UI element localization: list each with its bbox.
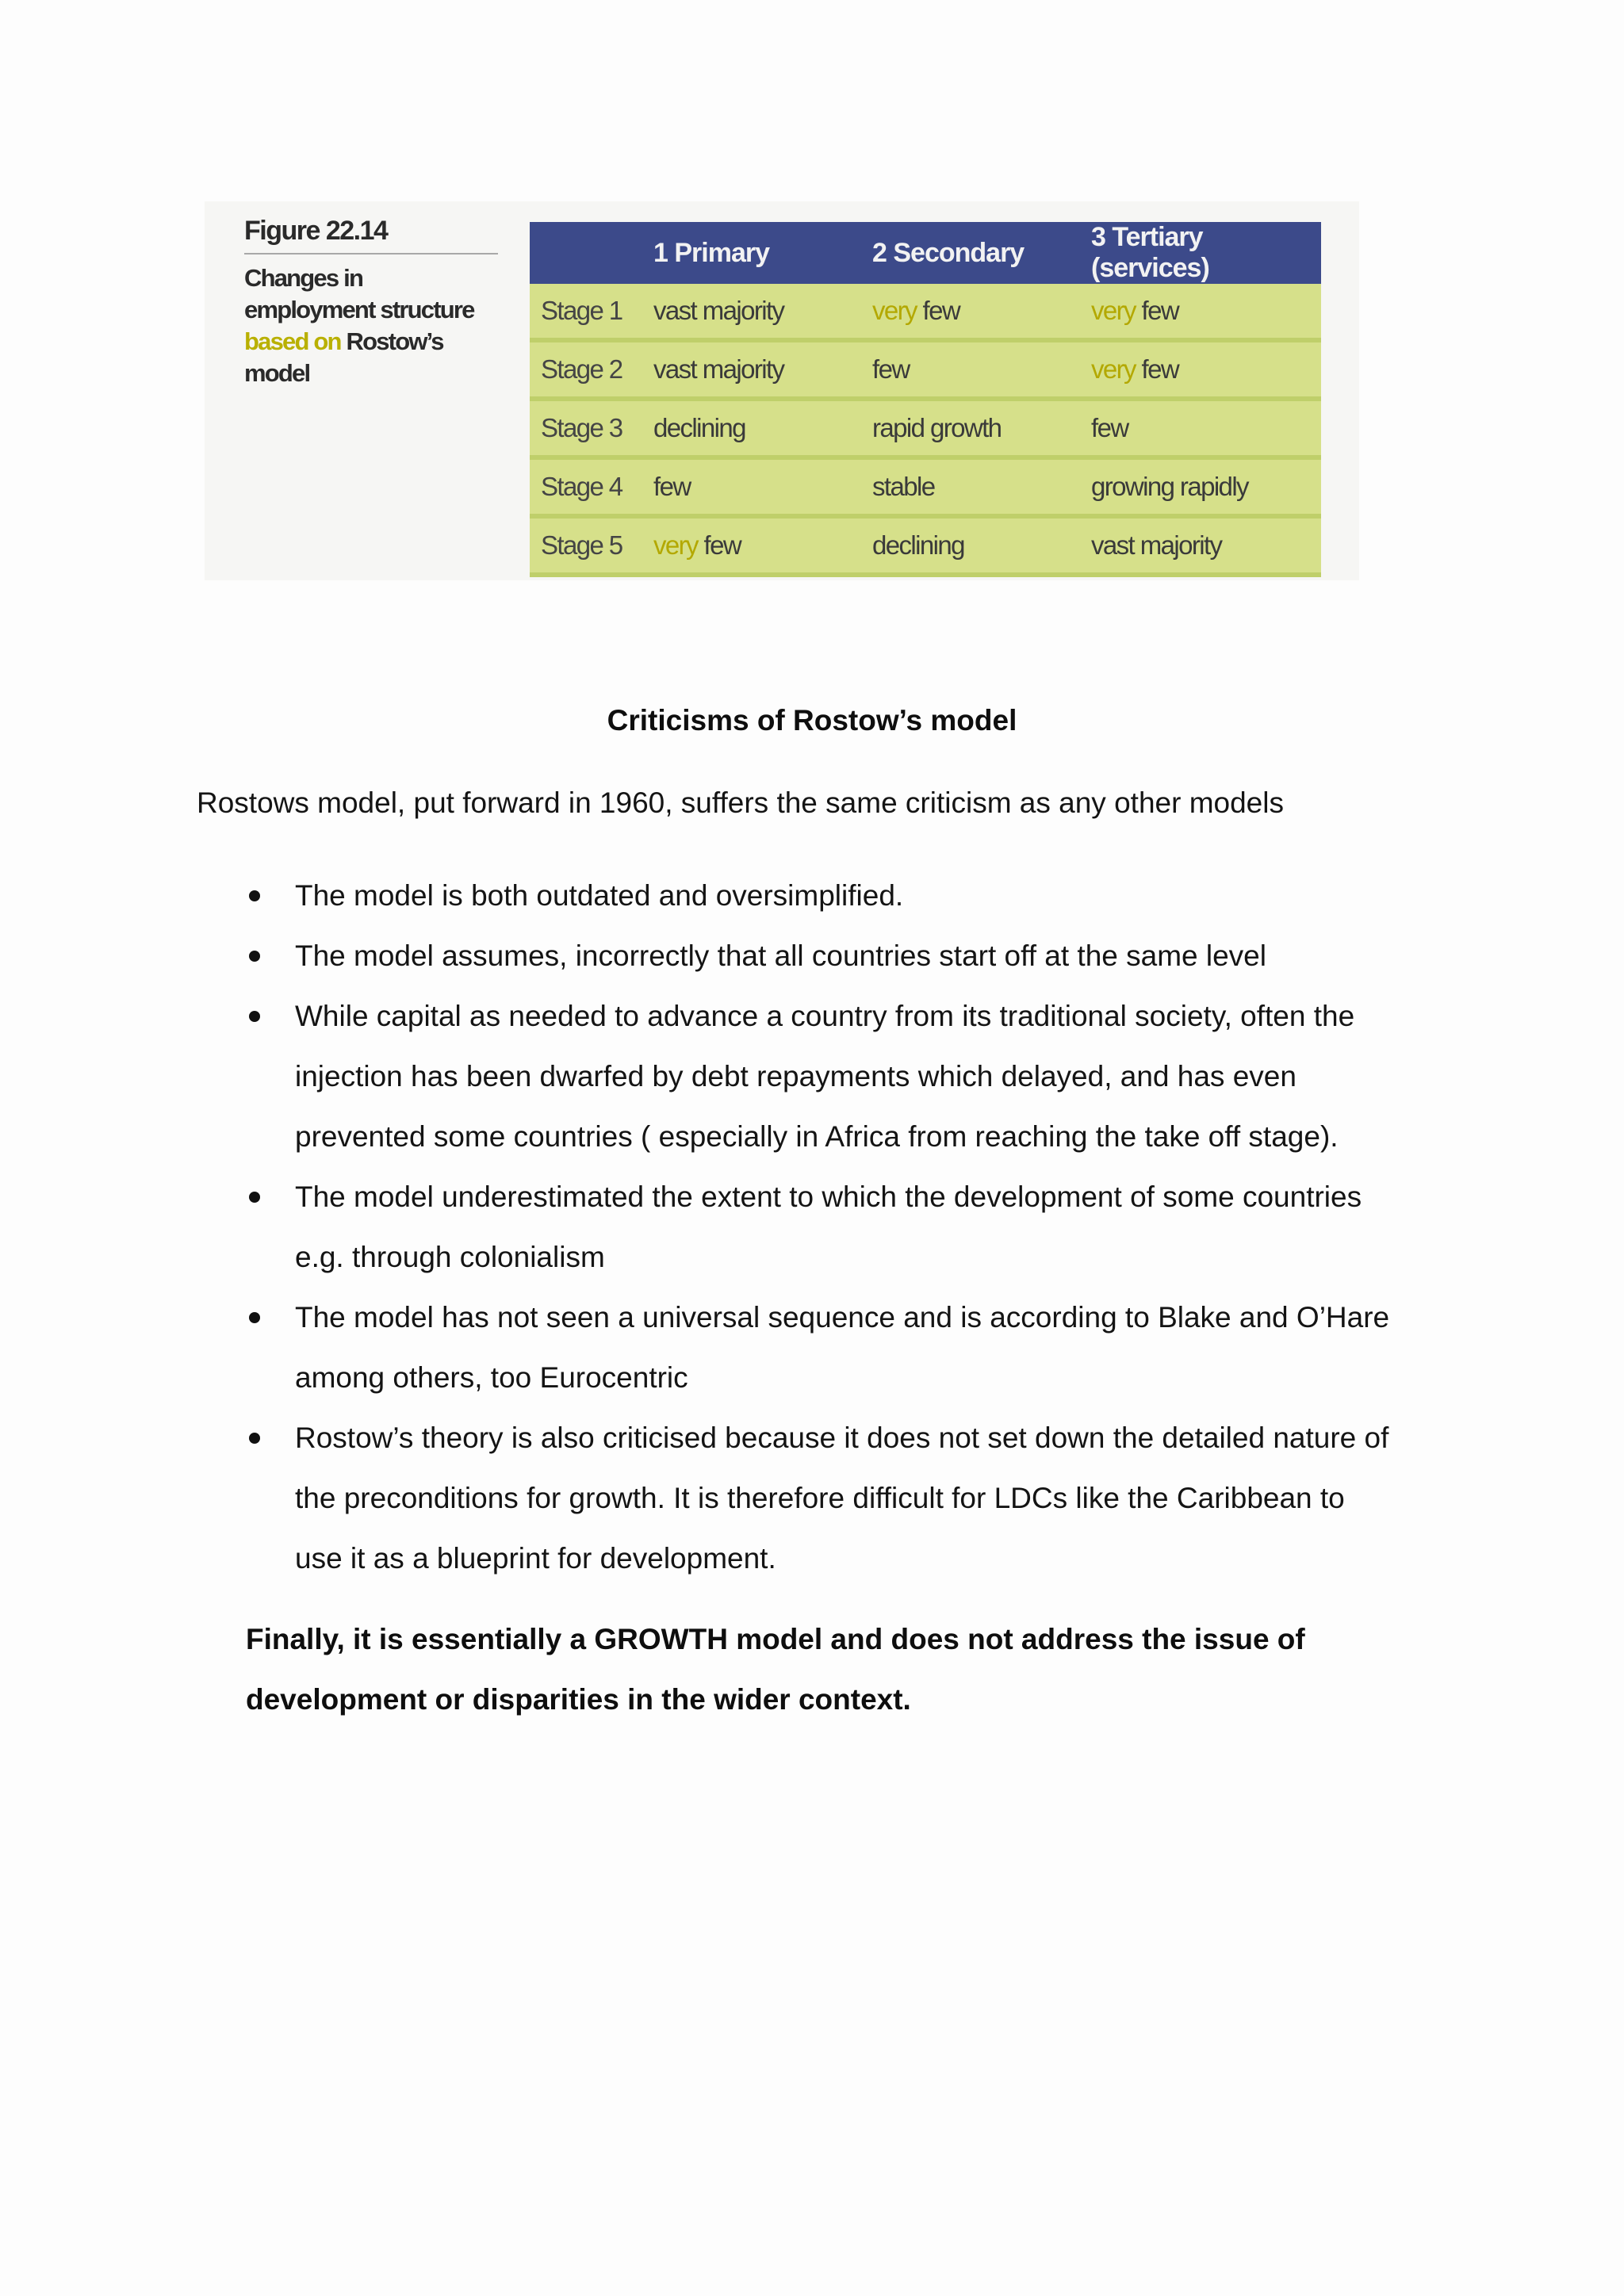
table-cell xyxy=(642,340,861,399)
bullet-icon xyxy=(249,1011,260,1022)
conclusion-line: Finally, it is essentially a GROWTH model and does not address the issue of xyxy=(246,1623,1305,1655)
bullet-line: among others, too Eurocentric xyxy=(295,1361,688,1394)
table-row xyxy=(530,516,1321,575)
stage-label: Stage 3 xyxy=(530,399,642,457)
cell-text: vast majority xyxy=(1091,530,1222,560)
bullet-line: The model is both outdated and oversimplified. xyxy=(295,879,904,912)
cell-highlight-text: very xyxy=(653,530,698,560)
conclusion-line: development or disparities in the wider context. xyxy=(246,1683,911,1716)
table-row xyxy=(530,457,1321,516)
stage-label: Stage 1 xyxy=(530,284,642,340)
caption-highlight: based on xyxy=(244,327,341,355)
stage-label: Stage 4 xyxy=(530,457,642,516)
table-cell xyxy=(861,516,1080,575)
bullet-item xyxy=(246,1288,1483,1408)
bullet-icon xyxy=(249,1433,260,1444)
table-cell xyxy=(1080,399,1321,457)
cell-text: few xyxy=(1091,413,1128,442)
bullet-line: e.g. through colonialism xyxy=(295,1241,605,1273)
table-cell xyxy=(642,399,861,457)
table-row xyxy=(530,284,1321,340)
cell-text: few xyxy=(653,472,691,501)
figure-description xyxy=(244,262,498,389)
table-cell xyxy=(861,399,1080,457)
cell-text: few xyxy=(1135,354,1179,384)
cell-highlight-text: very xyxy=(872,296,917,325)
table-header-row xyxy=(530,222,1321,284)
employment-table xyxy=(530,222,1321,577)
bullet-item xyxy=(246,866,1483,926)
table-cell xyxy=(642,457,861,516)
bullet-line: While capital as needed to advance a country from its traditional society, often the xyxy=(295,1000,1355,1032)
table-cell xyxy=(642,284,861,340)
bullet-icon xyxy=(249,890,260,901)
header-cell-primary: 1 Primary xyxy=(642,222,861,284)
figure-number: Figure 22.14 xyxy=(244,216,498,254)
bullet-line: prevented some countries ( especially in Africa from reaching the take off stage). xyxy=(295,1120,1339,1153)
table-cell xyxy=(861,284,1080,340)
table-row xyxy=(530,340,1321,399)
bullet-icon xyxy=(249,951,260,962)
cell-text: rapid growth xyxy=(872,413,1002,442)
bullet-line: The model assumes, incorrectly that all countries start off at the same level xyxy=(295,939,1266,972)
table-row xyxy=(530,399,1321,457)
bullet-line: The model has not seen a universal sequence and is according to Blake and O’Hare xyxy=(295,1301,1390,1334)
figure-caption xyxy=(244,216,498,389)
bullet-icon xyxy=(249,1192,260,1203)
table-cell xyxy=(1080,457,1321,516)
caption-text: Rostow’s model xyxy=(244,327,443,387)
header-cell-tertiary: 3 Tertiary (services) xyxy=(1080,222,1321,284)
bullet-line: Rostow’s theory is also criticised because it does not set down the detailed nature of xyxy=(295,1422,1389,1454)
cell-text: declining xyxy=(872,530,964,560)
table-cell xyxy=(861,457,1080,516)
table-cell xyxy=(861,340,1080,399)
conclusion-paragraph xyxy=(246,1609,1435,1730)
stage-label: Stage 2 xyxy=(530,340,642,399)
cell-text: stable xyxy=(872,472,935,501)
bullet-item xyxy=(246,1167,1483,1288)
cell-text: vast majority xyxy=(653,296,784,325)
table-cell xyxy=(642,516,861,575)
cell-highlight-text: very xyxy=(1091,354,1136,384)
section-heading: Criticisms of Rostow’s model xyxy=(607,704,1017,737)
cell-text: few xyxy=(1135,296,1179,325)
intro-paragraph: Rostows model, put forward in 1960, suffers the same criticism as any other models xyxy=(197,786,1284,819)
stage-label: Stage 5 xyxy=(530,516,642,575)
bullet-item xyxy=(246,1408,1483,1589)
header-cell-secondary: 2 Secondary xyxy=(861,222,1080,284)
bullet-line: use it as a blueprint for development. xyxy=(295,1542,776,1575)
figure-image xyxy=(205,201,1359,580)
cell-text: few xyxy=(697,530,741,560)
bullet-line: The model underestimated the extent to which the development of some countries xyxy=(295,1181,1362,1213)
table-cell xyxy=(1080,284,1321,340)
bullet-line: the preconditions for growth. It is therefore difficult for LDCs like the Caribbean to xyxy=(295,1482,1345,1514)
caption-text: Changes in employment structure xyxy=(244,264,474,323)
table-body xyxy=(530,284,1321,575)
header-cell-stage xyxy=(530,222,642,284)
bullet-icon xyxy=(249,1312,260,1323)
bullet-item xyxy=(246,926,1483,986)
table-cell xyxy=(1080,340,1321,399)
cell-text: growing rapidly xyxy=(1091,472,1248,501)
table-cell xyxy=(1080,516,1321,575)
cell-text: few xyxy=(916,296,960,325)
cell-highlight-text: very xyxy=(1091,296,1136,325)
cell-text: vast majority xyxy=(653,354,784,384)
bullet-line: injection has been dwarfed by debt repayments which delayed, and has even xyxy=(295,1060,1297,1093)
bullet-item xyxy=(246,986,1483,1167)
cell-text: declining xyxy=(653,413,745,442)
criticisms-list xyxy=(246,866,1483,1589)
cell-text: few xyxy=(872,354,910,384)
